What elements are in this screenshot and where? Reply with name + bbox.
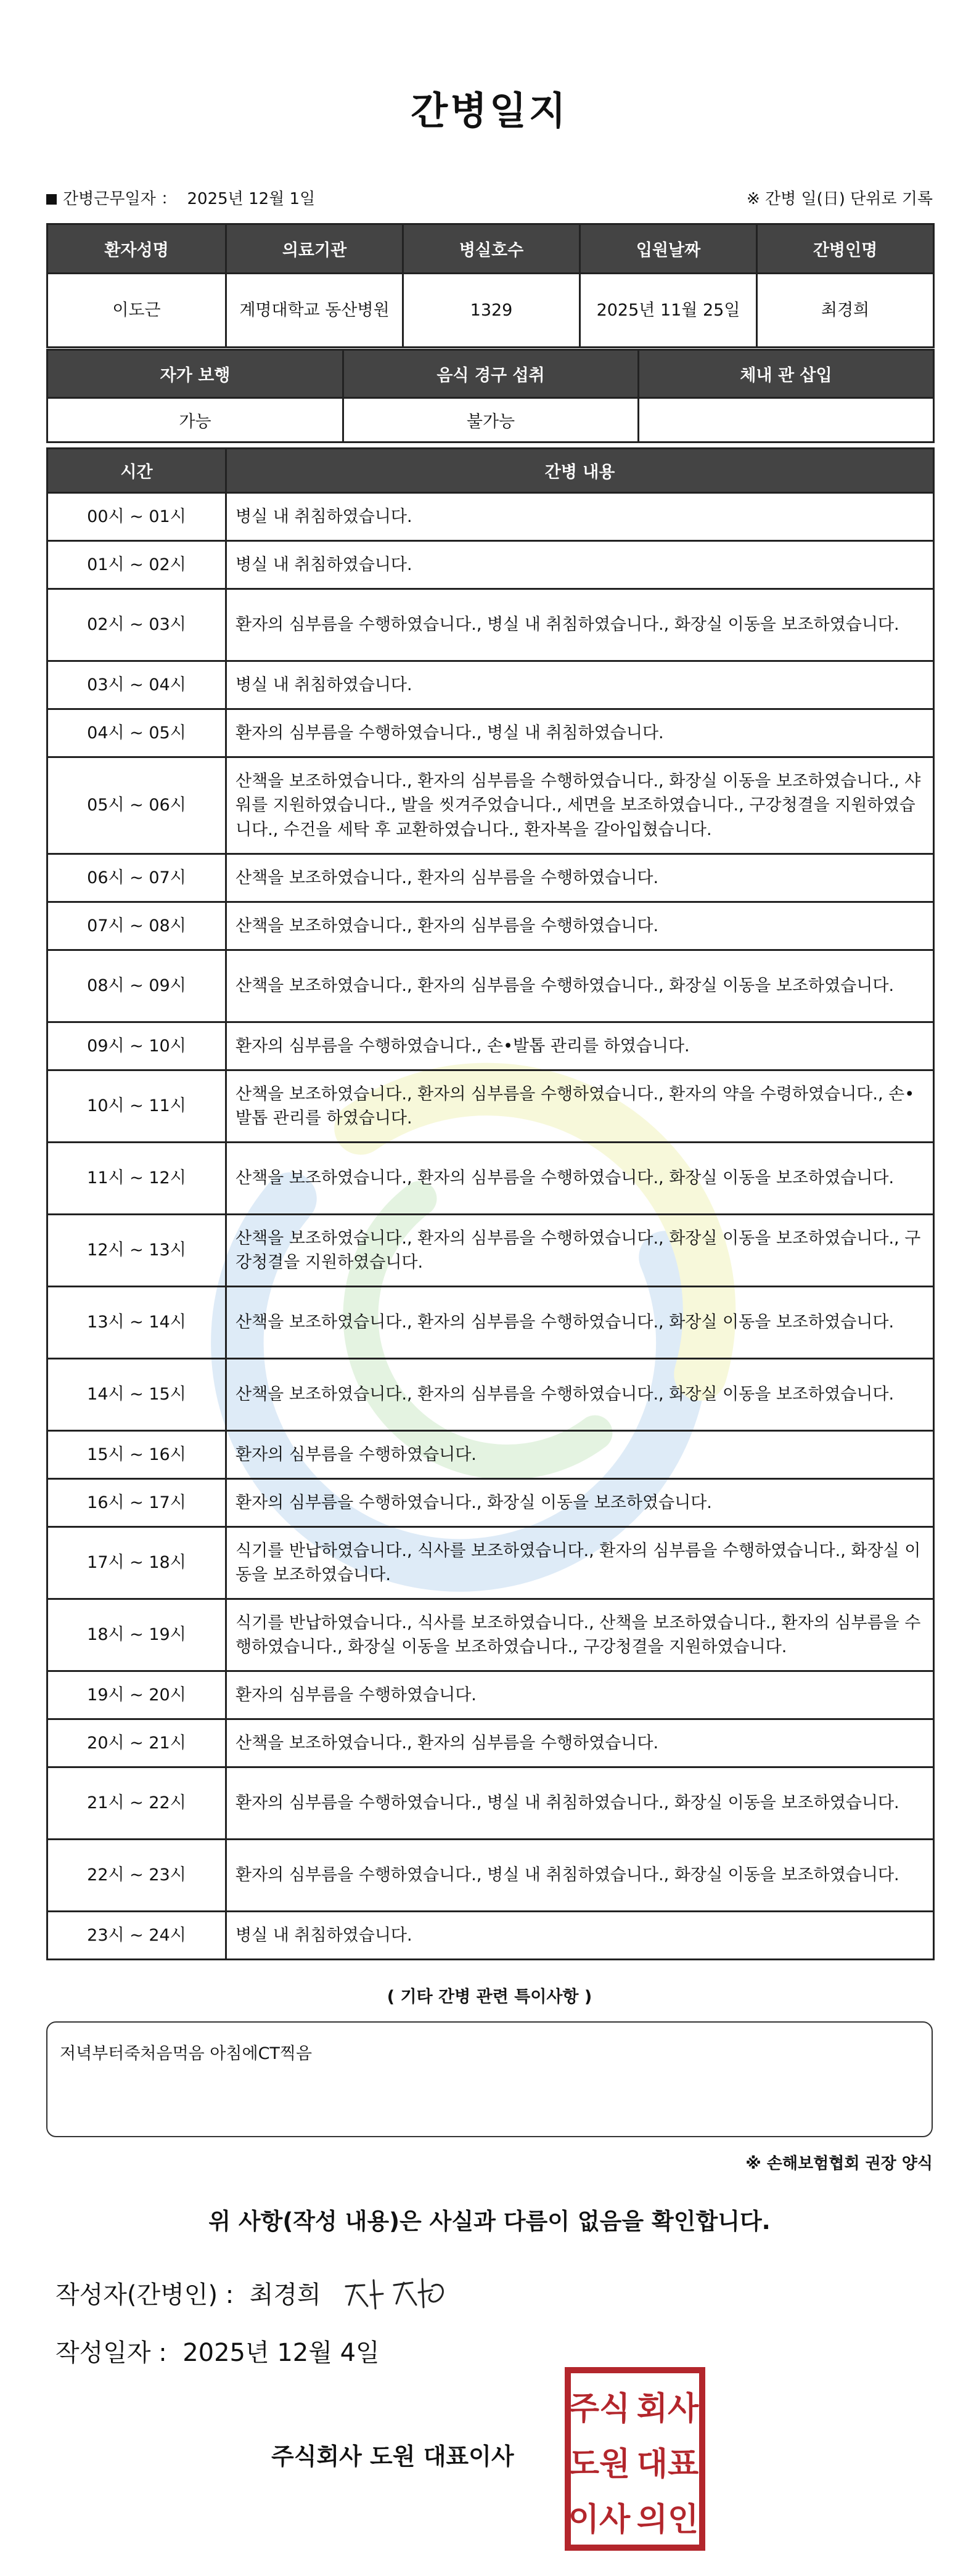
- write-date-value: 2025년 12월 4일: [182, 2339, 380, 2367]
- log-content: 병실 내 취침하였습니다.: [226, 661, 934, 709]
- log-row: [47, 1070, 934, 1143]
- patient-value-row: [47, 274, 934, 348]
- log-content: 병실 내 취침하였습니다.: [226, 493, 934, 541]
- writer-name: 최경희: [249, 2280, 321, 2309]
- log-content: 산책을 보조하였습니다., 환자의 심부름을 수행하였습니다.: [226, 902, 934, 950]
- log-content: 환자의 심부름을 수행하였습니다., 병실 내 취침하였습니다., 화장실 이동을 보조하였습니다.: [226, 1840, 934, 1912]
- svg-text:이사: 이사: [568, 2501, 631, 2538]
- care-date-sep: ：: [160, 189, 177, 208]
- log-time: 03시 ~ 04시: [47, 661, 226, 709]
- square-bullet-icon: [46, 194, 57, 205]
- log-time: 15시 ~ 16시: [47, 1431, 226, 1479]
- header-hospital: 의료기관: [226, 224, 403, 274]
- other-notes-title: ( 기타 간병 관련 특이사항 ): [387, 1987, 592, 2007]
- recommend-note: ※ 손해보험협회 권장 양식: [745, 2154, 933, 2173]
- hospital-name: 계명대학교 동산병원: [226, 274, 403, 348]
- page-title: 간병일지: [411, 88, 568, 133]
- writer-line: [55, 2268, 457, 2317]
- company-representative: 주식회사 도원 대표이사: [271, 2443, 514, 2470]
- log-time: 16시 ~ 17시: [47, 1479, 226, 1527]
- log-time: 17시 ~ 18시: [47, 1527, 226, 1599]
- oral-intake-value: 불가능: [343, 398, 639, 442]
- log-content: 환자의 심부름을 수행하였습니다., 손•발톱 관리를 하였습니다.: [226, 1022, 934, 1070]
- log-content: 산책을 보조하였습니다., 환자의 심부름을 수행하였습니다., 화장실 이동을 보조하였습니다., 구강청결을 지원하였습니다.: [226, 1215, 934, 1287]
- log-content: 환자의 심부름을 수행하였습니다., 병실 내 취침하였습니다., 화장실 이동을 보조하였습니다.: [226, 1767, 934, 1840]
- status-header-row: [47, 350, 934, 398]
- status-value-row: [47, 398, 934, 442]
- log-row: [47, 1022, 934, 1070]
- header-time: 시간: [47, 449, 226, 493]
- log-row: [47, 1912, 934, 1960]
- log-time: 12시 ~ 13시: [47, 1215, 226, 1287]
- log-row: [47, 589, 934, 661]
- confirmation-statement: 위 사항(작성 내용)은 사실과 다름이 없음을 확인합니다.: [208, 2208, 771, 2235]
- log-time: 01시 ~ 02시: [47, 541, 226, 589]
- log-time: 13시 ~ 14시: [47, 1287, 226, 1359]
- room-number: 1329: [403, 274, 580, 348]
- log-content: 환자의 심부름을 수행하였습니다., 병실 내 취침하였습니다., 화장실 이동을 보조하였습니다.: [226, 589, 934, 661]
- log-row: [47, 1840, 934, 1912]
- care-log-table: [46, 447, 935, 1960]
- log-row: [47, 1527, 934, 1599]
- log-row: [47, 1215, 934, 1287]
- log-header-row: [47, 449, 934, 493]
- log-content: 환자의 심부름을 수행하였습니다., 병실 내 취침하였습니다.: [226, 709, 934, 757]
- write-date-line: [55, 2333, 380, 2368]
- log-row: [47, 1431, 934, 1479]
- admission-date: 2025년 11월 25일: [580, 274, 757, 348]
- log-content: 산책을 보조하였습니다., 환자의 심부름을 수행하였습니다.: [226, 854, 934, 902]
- care-date-value: 2025년 12월 1일: [187, 189, 316, 208]
- log-time: 22시 ~ 23시: [47, 1840, 226, 1912]
- log-row: [47, 1479, 934, 1527]
- header-patient-name: 환자성명: [47, 224, 226, 274]
- svg-text:의인: 의인: [636, 2501, 699, 2538]
- log-content: 병실 내 취침하였습니다.: [226, 541, 934, 589]
- log-time: 00시 ~ 01시: [47, 493, 226, 541]
- log-row: [47, 1359, 934, 1431]
- log-content: 식기를 반납하였습니다., 식사를 보조하였습니다., 환자의 심부름을 수행하였습니다., 화장실 이동을 보조하였습니다.: [226, 1527, 934, 1599]
- patient-info-table: [46, 223, 935, 348]
- log-row: [47, 950, 934, 1022]
- log-content: 환자의 심부름을 수행하였습니다., 화장실 이동을 보조하였습니다.: [226, 1479, 934, 1527]
- log-row: [47, 1767, 934, 1840]
- log-time: 23시 ~ 24시: [47, 1912, 226, 1960]
- log-row: [47, 757, 934, 854]
- patient-status-table: [46, 349, 935, 443]
- log-time: 10시 ~ 11시: [47, 1070, 226, 1143]
- svg-text:회사: 회사: [636, 2391, 699, 2427]
- log-time: 18시 ~ 19시: [47, 1599, 226, 1671]
- handwritten-signature-icon: [340, 2268, 457, 2317]
- log-content: 환자의 심부름을 수행하였습니다.: [226, 1671, 934, 1719]
- patient-name: 이도근: [47, 274, 226, 348]
- log-time: 14시 ~ 15시: [47, 1359, 226, 1431]
- log-time: 21시 ~ 22시: [47, 1767, 226, 1840]
- self-walking-value: 가능: [47, 398, 343, 442]
- log-time: 20시 ~ 21시: [47, 1719, 226, 1767]
- log-row: [47, 661, 934, 709]
- log-time: 04시 ~ 05시: [47, 709, 226, 757]
- log-time: 06시 ~ 07시: [47, 854, 226, 902]
- header-care-content: 간병 내용: [226, 449, 934, 493]
- header-caregiver: 간병인명: [757, 224, 934, 274]
- write-date-label: 작성일자 :: [55, 2339, 167, 2367]
- unit-note: ※ 간병 일(日) 단위로 기록: [746, 189, 933, 208]
- log-content: 병실 내 취침하였습니다.: [226, 1912, 934, 1960]
- header-tube-insertion: 체내 관 삽입: [639, 350, 934, 398]
- log-row: [47, 1287, 934, 1359]
- log-row: [47, 541, 934, 589]
- log-time: 11시 ~ 12시: [47, 1143, 226, 1215]
- header-oral-intake: 음식 경구 섭취: [343, 350, 639, 398]
- log-content: 산책을 보조하였습니다., 환자의 심부름을 수행하였습니다., 환자의 약을 수령하였습니다., 손•발톱 관리를 하였습니다.: [226, 1070, 934, 1143]
- care-date: [46, 186, 315, 209]
- company-seal-stamp: [564, 2366, 706, 2551]
- log-row: [47, 854, 934, 902]
- log-row: [47, 493, 934, 541]
- log-time: 02시 ~ 03시: [47, 589, 226, 661]
- log-content: 산책을 보조하였습니다., 환자의 심부름을 수행하였습니다., 화장실 이동을 보조하였습니다.: [226, 1287, 934, 1359]
- header-self-walking: 자가 보행: [47, 350, 343, 398]
- meta-row: [46, 184, 933, 211]
- log-row: [47, 709, 934, 757]
- patient-header-row: [47, 224, 934, 274]
- log-time: 19시 ~ 20시: [47, 1671, 226, 1719]
- log-content: 산책을 보조하였습니다., 환자의 심부름을 수행하였습니다., 화장실 이동을 보조하였습니다.: [226, 1359, 934, 1431]
- log-content: 환자의 심부름을 수행하였습니다.: [226, 1431, 934, 1479]
- other-notes-box: [46, 2021, 933, 2137]
- caregiver-name: 최경희: [757, 274, 934, 348]
- log-row: [47, 1143, 934, 1215]
- log-row: [47, 1671, 934, 1719]
- log-time: 08시 ~ 09시: [47, 950, 226, 1022]
- care-date-label: 간병근무일자: [63, 189, 156, 208]
- svg-text:대표: 대표: [636, 2446, 699, 2483]
- tube-insertion-value: [639, 398, 934, 442]
- log-time: 07시 ~ 08시: [47, 902, 226, 950]
- writer-label: 작성자(간병인) :: [55, 2280, 234, 2309]
- log-content: 산책을 보조하였습니다., 환자의 심부름을 수행하였습니다., 화장실 이동을 보조하였습니다.: [226, 950, 934, 1022]
- log-content: 식기를 반납하였습니다., 식사를 보조하였습니다., 산책을 보조하였습니다., 환자의 심부름을 수행하였습니다., 화장실 이동을 보조하였습니다., 구강청결을 지원하였습니다.: [226, 1599, 934, 1671]
- log-row: [47, 902, 934, 950]
- log-time: 09시 ~ 10시: [47, 1022, 226, 1070]
- log-content: 산책을 보조하였습니다., 환자의 심부름을 수행하였습니다., 화장실 이동을 보조하였습니다., 샤워를 지원하였습니다., 발을 씻겨주었습니다., 세면을 보조하였습니다., 구강청결을 지원하였습니다., 수건을 세탁 후 교환하였습니다., 환자복을 갈아입혔습니다.: [226, 757, 934, 854]
- header-room: 병실호수: [403, 224, 580, 274]
- svg-text:주식: 주식: [568, 2391, 631, 2427]
- log-row: [47, 1719, 934, 1767]
- svg-text:도원: 도원: [568, 2446, 631, 2483]
- log-content: 산책을 보조하였습니다., 환자의 심부름을 수행하였습니다., 화장실 이동을 보조하였습니다.: [226, 1143, 934, 1215]
- other-notes-text: 저녁부터죽처음먹음 아침에CT찍음: [60, 2044, 313, 2063]
- log-time: 05시 ~ 06시: [47, 757, 226, 854]
- log-content: 산책을 보조하였습니다., 환자의 심부름을 수행하였습니다.: [226, 1719, 934, 1767]
- log-row: [47, 1599, 934, 1671]
- header-admission-date: 입원날짜: [580, 224, 757, 274]
